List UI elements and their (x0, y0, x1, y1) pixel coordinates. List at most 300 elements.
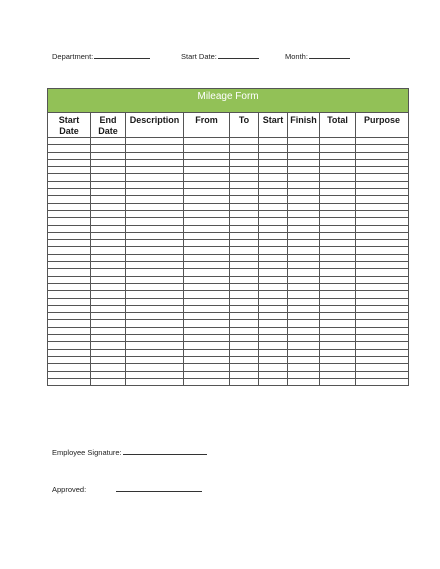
table-cell[interactable] (91, 349, 126, 356)
table-cell[interactable] (288, 189, 320, 196)
table-cell[interactable] (288, 138, 320, 145)
table-cell[interactable] (184, 349, 230, 356)
table-cell[interactable] (259, 335, 288, 342)
table-cell[interactable] (184, 240, 230, 247)
table-cell[interactable] (126, 327, 184, 334)
table-cell[interactable] (91, 313, 126, 320)
table-cell[interactable] (91, 218, 126, 225)
table-cell[interactable] (230, 159, 259, 166)
table-cell[interactable] (184, 364, 230, 371)
table-cell[interactable] (91, 181, 126, 188)
table-cell[interactable] (91, 203, 126, 210)
table-cell[interactable] (126, 291, 184, 298)
table-cell[interactable] (230, 342, 259, 349)
table-cell[interactable] (356, 240, 409, 247)
approved-field[interactable] (52, 484, 202, 494)
table-cell[interactable] (288, 356, 320, 363)
table-cell[interactable] (48, 189, 91, 196)
table-cell[interactable] (48, 262, 91, 269)
table-cell[interactable] (184, 269, 230, 276)
table-cell[interactable] (320, 181, 356, 188)
table-cell[interactable] (259, 189, 288, 196)
table-cell[interactable] (230, 138, 259, 145)
table-cell[interactable] (288, 291, 320, 298)
table-cell[interactable] (126, 174, 184, 181)
table-cell[interactable] (126, 152, 184, 159)
table-cell[interactable] (259, 305, 288, 312)
table-cell[interactable] (48, 225, 91, 232)
table-cell[interactable] (288, 364, 320, 371)
table-cell[interactable] (320, 218, 356, 225)
table-cell[interactable] (184, 305, 230, 312)
table-cell[interactable] (91, 371, 126, 378)
table-cell[interactable] (288, 298, 320, 305)
table-cell[interactable] (184, 196, 230, 203)
table-cell[interactable] (126, 335, 184, 342)
table-cell[interactable] (356, 378, 409, 385)
table-cell[interactable] (320, 327, 356, 334)
table-cell[interactable] (356, 371, 409, 378)
table-cell[interactable] (320, 371, 356, 378)
table-cell[interactable] (320, 152, 356, 159)
table-cell[interactable] (259, 159, 288, 166)
table-cell[interactable] (230, 167, 259, 174)
table-cell[interactable] (288, 320, 320, 327)
table-cell[interactable] (48, 305, 91, 312)
table-cell[interactable] (126, 210, 184, 217)
table-cell[interactable] (126, 232, 184, 239)
table-cell[interactable] (126, 342, 184, 349)
table-cell[interactable] (320, 225, 356, 232)
table-cell[interactable] (48, 349, 91, 356)
table-cell[interactable] (91, 269, 126, 276)
table-cell[interactable] (259, 283, 288, 290)
table-cell[interactable] (91, 232, 126, 239)
table-cell[interactable] (184, 327, 230, 334)
table-cell[interactable] (230, 356, 259, 363)
table-cell[interactable] (230, 145, 259, 152)
table-cell[interactable] (288, 240, 320, 247)
table-cell[interactable] (184, 203, 230, 210)
table-cell[interactable] (320, 342, 356, 349)
table-cell[interactable] (320, 291, 356, 298)
table-cell[interactable] (259, 342, 288, 349)
employee-signature-blank-line[interactable] (123, 447, 207, 455)
table-cell[interactable] (48, 159, 91, 166)
table-cell[interactable] (126, 189, 184, 196)
start-date-field[interactable] (181, 51, 259, 61)
table-cell[interactable] (126, 225, 184, 232)
table-cell[interactable] (126, 240, 184, 247)
table-cell[interactable] (259, 218, 288, 225)
table-cell[interactable] (320, 349, 356, 356)
table-cell[interactable] (356, 356, 409, 363)
month-field[interactable] (285, 51, 350, 61)
table-cell[interactable] (230, 378, 259, 385)
table-cell[interactable] (48, 335, 91, 342)
table-cell[interactable] (184, 218, 230, 225)
table-cell[interactable] (91, 364, 126, 371)
table-cell[interactable] (184, 291, 230, 298)
table-cell[interactable] (356, 305, 409, 312)
table-cell[interactable] (230, 349, 259, 356)
table-cell[interactable] (259, 254, 288, 261)
table-cell[interactable] (184, 335, 230, 342)
table-cell[interactable] (259, 371, 288, 378)
table-cell[interactable] (126, 203, 184, 210)
table-cell[interactable] (48, 371, 91, 378)
table-cell[interactable] (48, 174, 91, 181)
table-cell[interactable] (230, 240, 259, 247)
table-cell[interactable] (288, 196, 320, 203)
table-cell[interactable] (356, 276, 409, 283)
table-cell[interactable] (91, 276, 126, 283)
department-blank-line[interactable] (94, 51, 150, 59)
table-cell[interactable] (184, 225, 230, 232)
table-cell[interactable] (126, 313, 184, 320)
table-cell[interactable] (230, 298, 259, 305)
table-cell[interactable] (91, 320, 126, 327)
employee-signature-field[interactable] (52, 447, 207, 457)
table-cell[interactable] (126, 276, 184, 283)
table-cell[interactable] (184, 181, 230, 188)
table-cell[interactable] (320, 305, 356, 312)
table-cell[interactable] (48, 145, 91, 152)
table-cell[interactable] (320, 196, 356, 203)
table-cell[interactable] (356, 298, 409, 305)
table-cell[interactable] (91, 240, 126, 247)
table-cell[interactable] (91, 196, 126, 203)
table-cell[interactable] (230, 152, 259, 159)
table-cell[interactable] (230, 254, 259, 261)
table-cell[interactable] (259, 152, 288, 159)
table-cell[interactable] (356, 313, 409, 320)
table-cell[interactable] (288, 349, 320, 356)
table-cell[interactable] (230, 196, 259, 203)
table-cell[interactable] (48, 364, 91, 371)
table-cell[interactable] (126, 262, 184, 269)
table-cell[interactable] (259, 225, 288, 232)
table-cell[interactable] (259, 327, 288, 334)
table-cell[interactable] (288, 327, 320, 334)
table-cell[interactable] (356, 210, 409, 217)
table-cell[interactable] (356, 283, 409, 290)
table-cell[interactable] (230, 203, 259, 210)
table-cell[interactable] (48, 378, 91, 385)
table-cell[interactable] (48, 203, 91, 210)
table-cell[interactable] (288, 247, 320, 254)
table-cell[interactable] (126, 254, 184, 261)
table-cell[interactable] (184, 298, 230, 305)
table-cell[interactable] (91, 291, 126, 298)
table-cell[interactable] (230, 218, 259, 225)
table-cell[interactable] (288, 210, 320, 217)
table-cell[interactable] (184, 371, 230, 378)
table-cell[interactable] (288, 335, 320, 342)
table-cell[interactable] (230, 225, 259, 232)
table-cell[interactable] (230, 247, 259, 254)
table-cell[interactable] (48, 283, 91, 290)
table-cell[interactable] (48, 196, 91, 203)
table-cell[interactable] (230, 262, 259, 269)
table-cell[interactable] (48, 167, 91, 174)
table-cell[interactable] (91, 283, 126, 290)
table-cell[interactable] (48, 254, 91, 261)
table-cell[interactable] (259, 298, 288, 305)
table-cell[interactable] (230, 189, 259, 196)
table-cell[interactable] (320, 174, 356, 181)
table-cell[interactable] (230, 181, 259, 188)
table-cell[interactable] (356, 269, 409, 276)
table-cell[interactable] (288, 225, 320, 232)
table-cell[interactable] (184, 152, 230, 159)
table-cell[interactable] (356, 189, 409, 196)
table-cell[interactable] (259, 167, 288, 174)
table-cell[interactable] (320, 167, 356, 174)
table-cell[interactable] (230, 291, 259, 298)
table-cell[interactable] (288, 145, 320, 152)
table-cell[interactable] (126, 371, 184, 378)
table-cell[interactable] (320, 138, 356, 145)
table-cell[interactable] (184, 167, 230, 174)
table-cell[interactable] (288, 152, 320, 159)
table-cell[interactable] (91, 254, 126, 261)
table-cell[interactable] (288, 313, 320, 320)
table-cell[interactable] (48, 276, 91, 283)
table-cell[interactable] (288, 378, 320, 385)
table-cell[interactable] (91, 335, 126, 342)
table-cell[interactable] (356, 181, 409, 188)
table-cell[interactable] (126, 196, 184, 203)
table-cell[interactable] (230, 269, 259, 276)
table-cell[interactable] (288, 167, 320, 174)
table-cell[interactable] (184, 313, 230, 320)
table-cell[interactable] (91, 327, 126, 334)
table-cell[interactable] (230, 364, 259, 371)
table-cell[interactable] (320, 189, 356, 196)
table-cell[interactable] (184, 210, 230, 217)
table-cell[interactable] (356, 342, 409, 349)
table-cell[interactable] (259, 232, 288, 239)
table-cell[interactable] (320, 159, 356, 166)
table-cell[interactable] (126, 349, 184, 356)
table-cell[interactable] (320, 364, 356, 371)
table-cell[interactable] (356, 262, 409, 269)
table-cell[interactable] (48, 181, 91, 188)
table-cell[interactable] (230, 174, 259, 181)
table-cell[interactable] (48, 232, 91, 239)
table-cell[interactable] (356, 247, 409, 254)
table-cell[interactable] (288, 342, 320, 349)
table-cell[interactable] (230, 232, 259, 239)
table-cell[interactable] (48, 210, 91, 217)
table-cell[interactable] (288, 283, 320, 290)
table-cell[interactable] (91, 378, 126, 385)
table-cell[interactable] (356, 218, 409, 225)
table-cell[interactable] (91, 189, 126, 196)
table-cell[interactable] (184, 356, 230, 363)
table-cell[interactable] (184, 145, 230, 152)
table-cell[interactable] (48, 247, 91, 254)
table-cell[interactable] (320, 378, 356, 385)
table-cell[interactable] (126, 298, 184, 305)
table-cell[interactable] (48, 320, 91, 327)
table-cell[interactable] (259, 203, 288, 210)
table-cell[interactable] (288, 254, 320, 261)
table-cell[interactable] (259, 196, 288, 203)
table-cell[interactable] (259, 313, 288, 320)
table-cell[interactable] (288, 276, 320, 283)
table-cell[interactable] (91, 298, 126, 305)
table-cell[interactable] (356, 138, 409, 145)
table-cell[interactable] (126, 283, 184, 290)
table-cell[interactable] (320, 210, 356, 217)
table-cell[interactable] (126, 138, 184, 145)
table-cell[interactable] (320, 276, 356, 283)
table-cell[interactable] (91, 159, 126, 166)
table-cell[interactable] (126, 356, 184, 363)
table-cell[interactable] (356, 196, 409, 203)
table-cell[interactable] (184, 276, 230, 283)
table-cell[interactable] (91, 225, 126, 232)
table-cell[interactable] (184, 159, 230, 166)
table-cell[interactable] (356, 291, 409, 298)
table-cell[interactable] (48, 240, 91, 247)
table-cell[interactable] (288, 203, 320, 210)
table-cell[interactable] (230, 320, 259, 327)
table-cell[interactable] (320, 240, 356, 247)
table-cell[interactable] (48, 291, 91, 298)
table-cell[interactable] (259, 262, 288, 269)
table-cell[interactable] (356, 364, 409, 371)
table-cell[interactable] (356, 152, 409, 159)
table-cell[interactable] (126, 364, 184, 371)
table-cell[interactable] (48, 218, 91, 225)
table-cell[interactable] (320, 283, 356, 290)
table-cell[interactable] (259, 247, 288, 254)
table-cell[interactable] (184, 320, 230, 327)
table-cell[interactable] (48, 356, 91, 363)
table-cell[interactable] (259, 210, 288, 217)
table-cell[interactable] (356, 327, 409, 334)
table-cell[interactable] (288, 232, 320, 239)
table-cell[interactable] (91, 247, 126, 254)
table-cell[interactable] (259, 291, 288, 298)
table-cell[interactable] (91, 262, 126, 269)
table-cell[interactable] (184, 378, 230, 385)
table-cell[interactable] (126, 378, 184, 385)
table-cell[interactable] (288, 159, 320, 166)
table-cell[interactable] (48, 152, 91, 159)
table-cell[interactable] (259, 269, 288, 276)
table-cell[interactable] (126, 247, 184, 254)
table-cell[interactable] (184, 247, 230, 254)
table-cell[interactable] (48, 138, 91, 145)
table-cell[interactable] (230, 313, 259, 320)
table-cell[interactable] (91, 342, 126, 349)
table-cell[interactable] (230, 305, 259, 312)
table-cell[interactable] (356, 167, 409, 174)
department-field[interactable] (52, 51, 150, 61)
table-cell[interactable] (356, 225, 409, 232)
approved-blank-line[interactable] (116, 484, 202, 492)
table-cell[interactable] (91, 138, 126, 145)
table-cell[interactable] (126, 305, 184, 312)
table-cell[interactable] (48, 298, 91, 305)
table-cell[interactable] (320, 247, 356, 254)
table-cell[interactable] (48, 313, 91, 320)
table-cell[interactable] (356, 254, 409, 261)
table-cell[interactable] (320, 203, 356, 210)
table-cell[interactable] (230, 283, 259, 290)
table-cell[interactable] (126, 181, 184, 188)
table-cell[interactable] (259, 364, 288, 371)
table-cell[interactable] (288, 174, 320, 181)
table-cell[interactable] (259, 181, 288, 188)
table-cell[interactable] (126, 159, 184, 166)
table-cell[interactable] (356, 320, 409, 327)
table-cell[interactable] (320, 320, 356, 327)
table-cell[interactable] (48, 342, 91, 349)
table-cell[interactable] (126, 218, 184, 225)
table-cell[interactable] (126, 320, 184, 327)
table-cell[interactable] (126, 167, 184, 174)
table-cell[interactable] (259, 145, 288, 152)
table-cell[interactable] (320, 269, 356, 276)
table-cell[interactable] (91, 356, 126, 363)
table-cell[interactable] (126, 269, 184, 276)
table-cell[interactable] (184, 254, 230, 261)
table-cell[interactable] (288, 218, 320, 225)
table-cell[interactable] (356, 335, 409, 342)
table-cell[interactable] (230, 276, 259, 283)
table-cell[interactable] (184, 262, 230, 269)
table-cell[interactable] (320, 145, 356, 152)
table-cell[interactable] (320, 356, 356, 363)
table-cell[interactable] (91, 305, 126, 312)
table-cell[interactable] (184, 342, 230, 349)
table-cell[interactable] (91, 145, 126, 152)
table-cell[interactable] (288, 269, 320, 276)
table-cell[interactable] (184, 189, 230, 196)
table-cell[interactable] (320, 262, 356, 269)
table-cell[interactable] (356, 159, 409, 166)
table-cell[interactable] (259, 356, 288, 363)
table-cell[interactable] (91, 174, 126, 181)
table-cell[interactable] (288, 181, 320, 188)
table-cell[interactable] (320, 298, 356, 305)
table-cell[interactable] (320, 232, 356, 239)
table-cell[interactable] (288, 371, 320, 378)
table-cell[interactable] (184, 283, 230, 290)
table-cell[interactable] (91, 167, 126, 174)
table-cell[interactable] (91, 210, 126, 217)
table-cell[interactable] (48, 327, 91, 334)
table-cell[interactable] (48, 269, 91, 276)
table-cell[interactable] (230, 327, 259, 334)
table-cell[interactable] (230, 335, 259, 342)
table-cell[interactable] (320, 313, 356, 320)
table-cell[interactable] (320, 254, 356, 261)
table-cell[interactable] (230, 371, 259, 378)
table-cell[interactable] (259, 240, 288, 247)
table-cell[interactable] (259, 378, 288, 385)
start-date-blank-line[interactable] (218, 51, 259, 59)
table-cell[interactable] (230, 210, 259, 217)
table-cell[interactable] (91, 152, 126, 159)
table-cell[interactable] (320, 335, 356, 342)
table-cell[interactable] (259, 320, 288, 327)
